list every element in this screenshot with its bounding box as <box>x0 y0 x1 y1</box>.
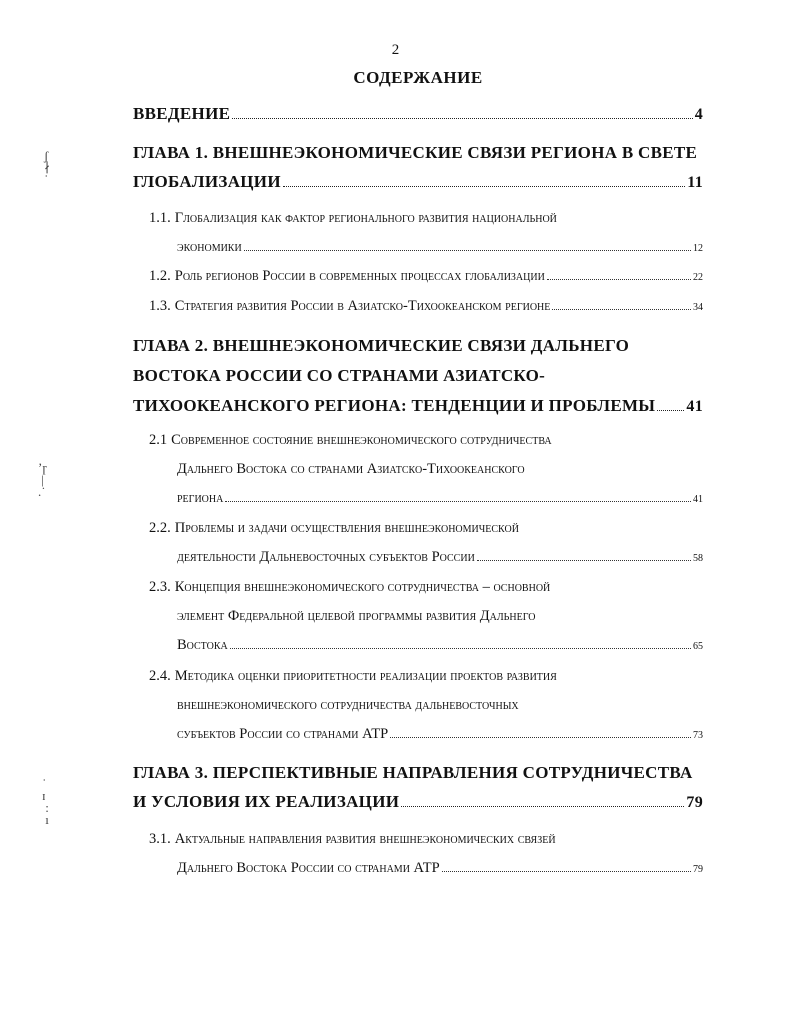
toc-chapter-2[interactable] <box>133 396 703 416</box>
dot-leader <box>401 805 684 807</box>
entry-page: 34 <box>693 302 703 313</box>
margin-mark: ʃ ∤ ˈ <box>44 148 51 187</box>
toc-section-2-4-line-1[interactable] <box>149 668 557 685</box>
section-title: Современное состояние внешнеэкономического сотрудничества <box>171 432 552 448</box>
dot-leader <box>552 308 691 310</box>
section-title: Глобализация как фактор регионального развития национальной <box>174 210 557 226</box>
toc-section-2-3-line-2[interactable] <box>177 608 536 625</box>
toc-section-1-1[interactable] <box>177 239 703 256</box>
section-title: экономики <box>177 239 242 255</box>
section-title: Концепция внешнеэкономического сотрудничества – основной <box>174 579 551 595</box>
section-title: Востока <box>177 637 228 653</box>
toc-section-2-1-line-2[interactable] <box>177 461 525 478</box>
dot-leader <box>283 185 685 187</box>
entry-page: 41 <box>693 494 703 505</box>
toc-chapter-2-line-2[interactable] <box>133 366 545 386</box>
dot-leader <box>442 870 691 872</box>
section-number: 2.1 <box>149 432 168 448</box>
dot-leader <box>230 647 691 649</box>
chapter-title: ГЛАВА 2. ВНЕШНЕЭКОНОМИЧЕСКИЕ СВЯЗИ ДАЛЬНЕГО <box>133 336 630 355</box>
toc-section-1-2[interactable] <box>149 268 703 285</box>
section-title: Методика оценки приоритетности реализации проектов развития <box>174 668 557 684</box>
toc-section-2-3[interactable] <box>177 637 703 654</box>
section-title: Дальнего Востока России со странами АТР <box>177 860 440 876</box>
chapter-title: ГЛАВА 3. ПЕРСПЕКТИВНЫЕ НАПРАВЛЕНИЯ СОТРУДНИЧЕСТВА <box>133 763 693 782</box>
entry-page: 41 <box>686 398 703 415</box>
section-title: Проблемы и задачи осуществления внешнеэкономической <box>174 520 519 536</box>
section-number: 1.3. <box>149 298 171 314</box>
entry-page: 79 <box>686 794 703 811</box>
dot-leader <box>232 117 692 119</box>
section-title: Дальнего Востока со странами Азиатско-Тихоокеанского <box>177 461 525 477</box>
section-title: Стратегия развития России в Азиатско-Тихоокеанском регионе <box>174 298 551 314</box>
dot-leader <box>477 559 691 561</box>
section-title: деятельности Дальневосточных субъектов России <box>177 549 475 565</box>
section-number: 2.4. <box>149 668 171 684</box>
toc-section-3-1[interactable] <box>177 860 703 877</box>
toc-section-2-4-line-2[interactable] <box>177 697 519 714</box>
dot-leader <box>244 249 691 251</box>
entry-page: 58 <box>693 553 703 564</box>
page-number: 2 <box>391 42 400 58</box>
section-number: 3.1. <box>149 831 171 847</box>
dot-leader <box>657 409 684 411</box>
section-number: 2.2. <box>149 520 171 536</box>
section-title: Актуальные направления развития внешнеэкономических связей <box>174 831 556 847</box>
entry-page: 65 <box>693 641 703 652</box>
section-number: 1.1. <box>149 210 171 226</box>
toc-section-3-1-line-1[interactable] <box>149 831 556 848</box>
chapter-title: ГЛАВА 1. ВНЕШНЕЭКОНОМИЧЕСКИЕ СВЯЗИ РЕГИОНА В СВЕТЕ <box>133 143 698 162</box>
toc-section-1-3[interactable] <box>149 298 703 315</box>
section-title: элемент Федеральной целевой программы развития Дальнего <box>177 608 536 624</box>
section-title: региона <box>177 490 224 506</box>
dot-leader <box>225 500 691 502</box>
toc-section-2-3-line-1[interactable] <box>149 579 550 596</box>
chapter-title: И УСЛОВИЯ ИХ РЕАЛИЗАЦИИ <box>133 792 400 811</box>
section-title: субъектов России со странами АТР <box>177 726 389 742</box>
entry-page: 79 <box>693 864 703 875</box>
toc-section-2-1-line-1[interactable] <box>149 432 552 449</box>
entry-page: 12 <box>693 243 703 254</box>
toc-section-1-1-line-1[interactable] <box>149 210 557 227</box>
toc-chapter-3-line-1[interactable] <box>133 763 693 783</box>
section-number: 2.3. <box>149 579 171 595</box>
toc-chapter-1[interactable] <box>133 172 703 192</box>
chapter-title: ГЛОБАЛИЗАЦИИ <box>133 172 281 191</box>
section-number: 1.2. <box>149 268 171 284</box>
section-title: Роль регионов России в современных процессах глобализации <box>174 268 545 284</box>
dot-leader <box>390 736 691 738</box>
entry-page: 11 <box>687 174 703 191</box>
toc-section-2-1[interactable] <box>177 490 703 507</box>
chapter-title: ТИХООКЕАНСКОГО РЕГИОНА: ТЕНДЕНЦИИ И ПРОБЛЕМЫ <box>133 396 656 415</box>
dot-leader <box>547 278 691 280</box>
section-title: внешнеэкономического сотрудничества дальневосточных <box>177 697 519 713</box>
entry-page: 22 <box>693 272 703 283</box>
toc-section-2-4[interactable] <box>177 726 703 743</box>
margin-mark: ˈ ɪ : ı <box>42 776 49 827</box>
toc-entry-introduction[interactable] <box>133 104 703 124</box>
margin-mark: ʼɼ | .˙ <box>38 460 47 499</box>
entry-text: ВВЕДЕНИЕ <box>133 104 231 123</box>
chapter-title: ВОСТОКА РОССИИ СО СТРАНАМИ АЗИАТСКО- <box>133 366 546 385</box>
entry-page: 73 <box>693 730 703 741</box>
toc-section-2-2[interactable] <box>177 549 703 566</box>
toc-chapter-2-line-1[interactable] <box>133 336 629 356</box>
toc-title: СОДЕРЖАНИЕ <box>353 68 483 87</box>
toc-chapter-1-line-1[interactable] <box>133 143 697 163</box>
toc-section-2-2-line-1[interactable] <box>149 520 519 537</box>
toc-chapter-3[interactable] <box>133 792 703 812</box>
entry-page: 4 <box>694 106 703 123</box>
